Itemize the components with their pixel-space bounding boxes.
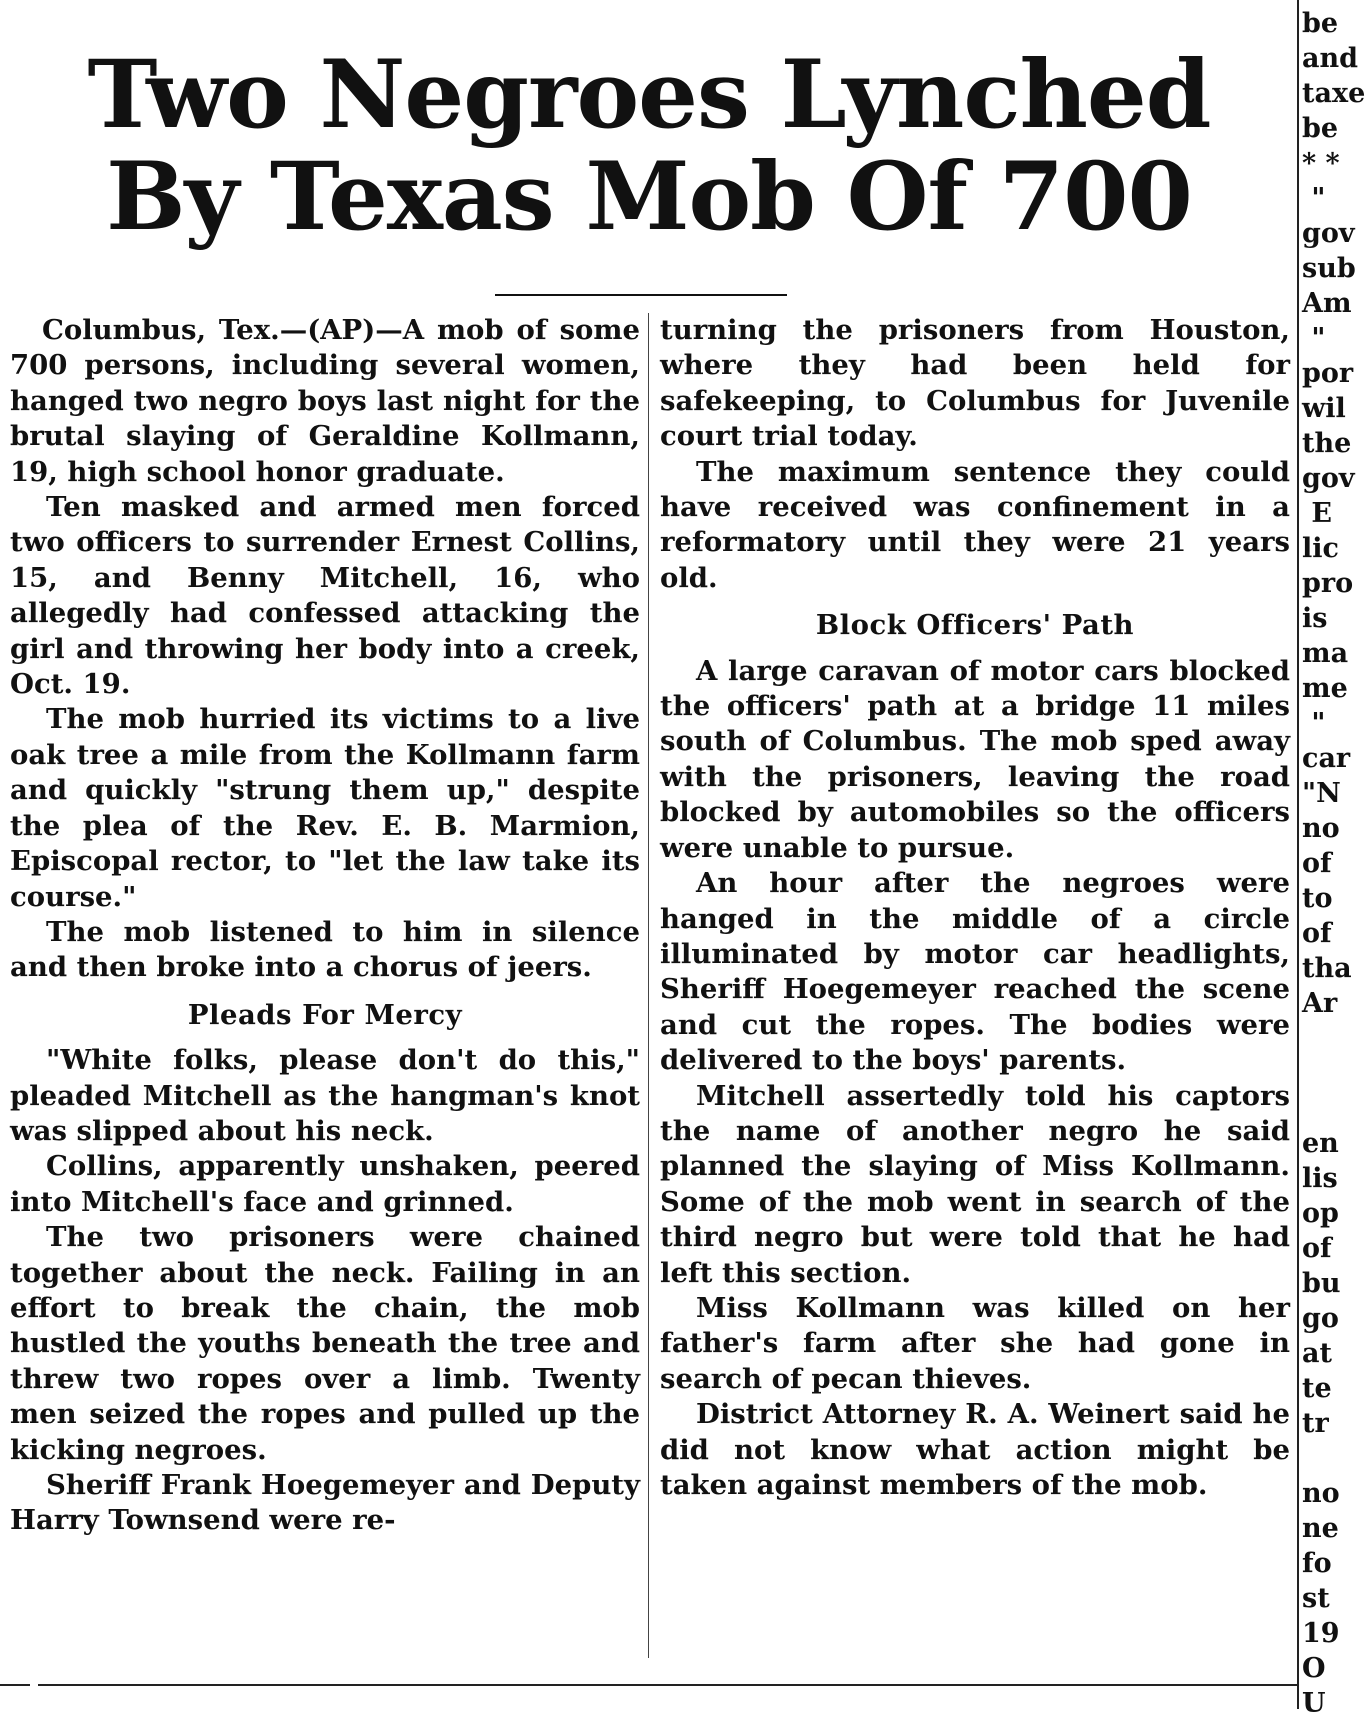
paragraph: Sheriff Frank Hoegemeyer and Deputy Harry Townsend were re- bbox=[10, 1469, 640, 1537]
paragraph: Ten masked and armed men forced two officers to surrender Ernest Collins, 15, and Benny Mitchell, 16, who allegedly had confessed attacking the girl and throwing her body into a creek, Oct. 19. bbox=[10, 491, 640, 701]
paragraph: The maximum sentence they could have received was confinement in a reformatory until they were 21 years old. bbox=[660, 455, 1290, 594]
headline-line-1: Two Negroes Lynched bbox=[87, 40, 1211, 150]
article-column-1 bbox=[10, 313, 640, 1539]
paragraph: Columbus, Tex.—(AP)—A mob of some 700 persons, including several women, hanged two negro boys last night for the brutal slaying of Geraldine Kollmann, 19, high school honor graduate. bbox=[10, 314, 640, 488]
paragraph: District Attorney R. A. Weinert said he did not know what action might be taken against members of the mob. bbox=[660, 1398, 1290, 1501]
subheading-pleads-for-mercy: Pleads For Mercy bbox=[187, 998, 463, 1031]
column-divider bbox=[648, 313, 649, 1658]
paragraph: The two prisoners were chained together about the neck. Failing in an effort to break the chain, the mob hustled the youths beneath the tree and threw two ropes over a limb. Twenty men seized the ropes and pulled up the kicking negroes. bbox=[10, 1221, 640, 1466]
paragraph: A large caravan of motor cars blocked the officers' path at a bridge 11 miles south of Columbus. The mob sped away with the prisoners, leaving the road blocked by automobiles so the officers were unable to pursue. bbox=[660, 654, 1290, 864]
paragraph: The mob hurried its victims to a live oak tree a mile from the Kollmann farm and quickly "strung them up," despite the plea of the Rev. E. B. Marmion, Episcopal rector, to "let the law take its course." bbox=[10, 703, 640, 913]
paragraph: An hour after the negroes were hanged in the middle of a circle illuminated by motor car headlights, Sheriff Hoegemeyer reached the scene and cut the ropes. The bodies were delivered to the boys' parents. bbox=[660, 867, 1290, 1077]
headline-line-2: By Texas Mob Of 700 bbox=[106, 142, 1192, 252]
article-column-2 bbox=[660, 313, 1290, 1503]
paragraph-continuation: turning the prisoners from Houston, where they had been held for safekeeping, to Columbus for Juvenile court trial today. bbox=[660, 314, 1290, 453]
subheading-block-officers-path: Block Officers' Path bbox=[815, 609, 1135, 642]
paragraph: The mob listened to him in silence and then broke into a chorus of jeers. bbox=[10, 915, 640, 984]
paragraph: Miss Kollmann was killed on her father's farm after she had gone in search of pecan thieves. bbox=[660, 1291, 1290, 1395]
bottom-rule bbox=[38, 1684, 1298, 1686]
paragraph: Mitchell assertedly told his captors the name of another negro he said planned the slaying of Miss Kollmann. Some of the mob went in search of the third negro but were told that he had left this section. bbox=[660, 1079, 1290, 1289]
paragraph: Collins, apparently unshaken, peered into Mitchell's face and grinned. bbox=[10, 1150, 640, 1218]
adjacent-column-fragment: be and taxe be * * " gov sub Am " por wil the gov E lic pro is ma me " car "N no of to of tha Ar en lis op of bu go at te tr no ne fo st 19 O U bbox=[1302, 8, 1365, 1719]
headline bbox=[14, 40, 1284, 252]
page-column-divider bbox=[1297, 0, 1299, 1709]
headline-rule bbox=[495, 294, 787, 296]
paragraph: "White folks, please don't do this," pleaded Mitchell as the hangman's knot was slipped about his neck. bbox=[10, 1044, 640, 1147]
bottom-rule-left bbox=[0, 1684, 30, 1686]
